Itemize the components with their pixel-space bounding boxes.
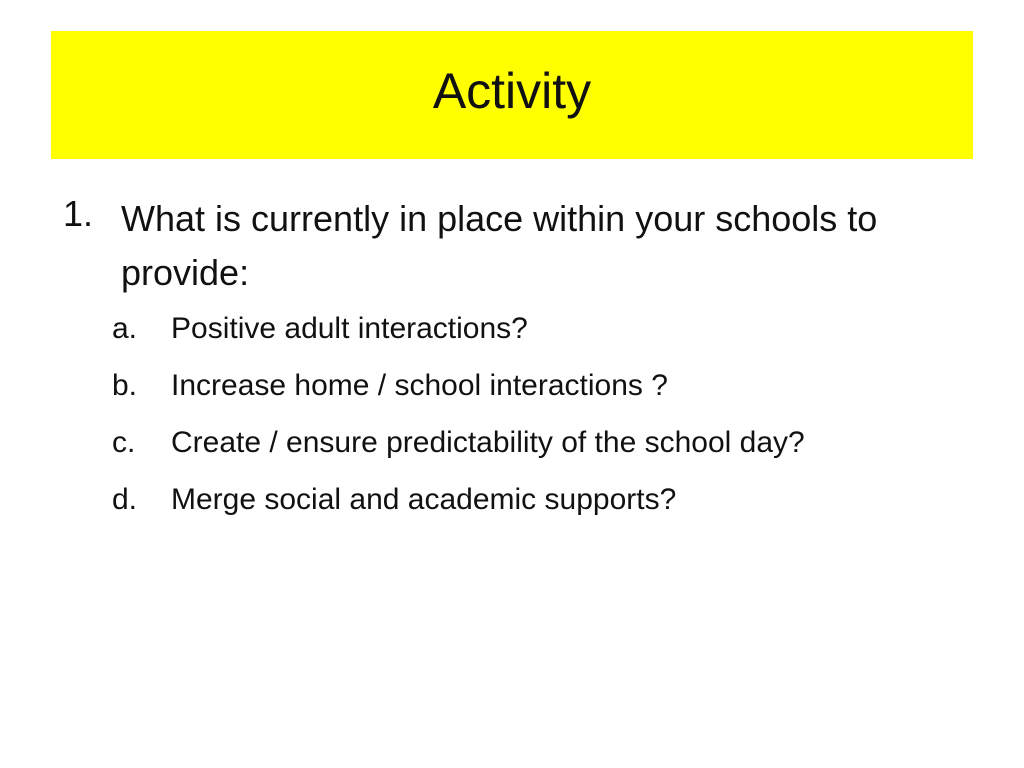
- question-text: What is currently in place within your schools to provide:: [121, 198, 878, 293]
- list-item-letter: d.: [112, 483, 138, 516]
- list-item-letter: b.: [112, 369, 138, 402]
- list-item-text: Merge social and academic supports?: [171, 483, 677, 516]
- question-number: 1.: [63, 193, 94, 234]
- list-item-letter: a.: [112, 312, 138, 345]
- list-item-letter: c.: [112, 426, 136, 459]
- slide-title: Activity: [432, 63, 592, 119]
- list-item-text: Create / ensure predictability of the school day?: [171, 426, 805, 459]
- list-item-text: Positive adult interactions?: [171, 312, 528, 345]
- list-item-text: Increase home / school interactions ?: [171, 369, 668, 402]
